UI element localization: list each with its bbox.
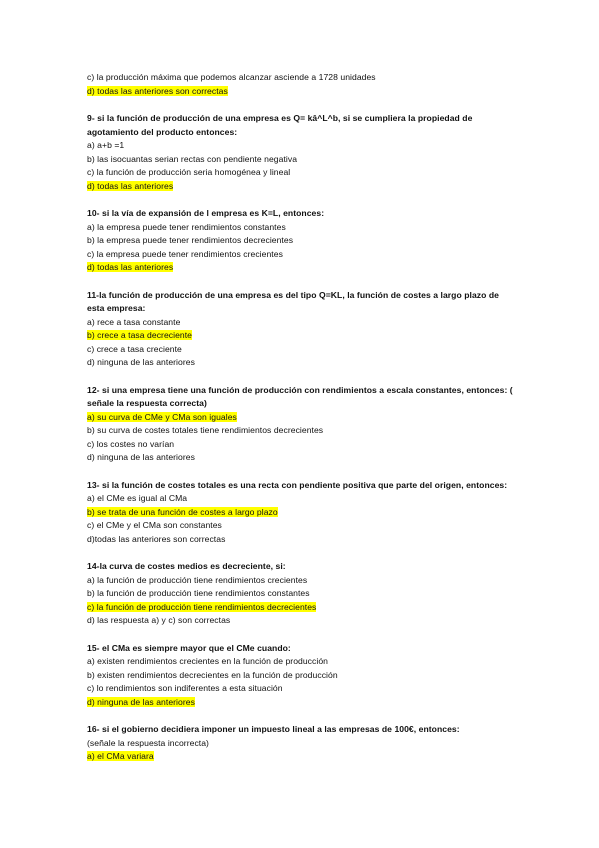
- answer-option: [87, 533, 517, 547]
- highlighted-answer-text: d) todas las anteriores son correctas: [87, 85, 228, 96]
- answer-text: c) la función de producción seria homogénea y lineal: [87, 167, 291, 177]
- answer-option: [87, 574, 517, 588]
- question-text: 16- si el gobierno decidiera imponer un impuesto lineal a las empresas de 100€, entonces:: [87, 724, 460, 734]
- answer-option: [87, 411, 517, 425]
- answer-text: a) rece a tasa constante: [87, 316, 181, 327]
- answer-option: [87, 166, 517, 180]
- highlighted-answer-text: d) todas las anteriores: [87, 262, 174, 272]
- question-block: [87, 479, 517, 547]
- answer-text: d) ninguna de las anteriores: [87, 357, 195, 367]
- answer-option: [87, 601, 517, 615]
- answer-text: a) existen rendimientos crecientes en la función de producción: [87, 656, 328, 666]
- question-text: 12- si una empresa tiene una función de producción con rendimientos a escala constantes, entonces: ( señale la respuesta correcta): [87, 384, 513, 408]
- highlighted-answer-text: d) ninguna de las anteriores: [87, 696, 195, 707]
- answer-option: [87, 587, 517, 601]
- answer-option: [87, 506, 517, 520]
- answer-option: [87, 153, 517, 167]
- answer-option: [87, 438, 517, 452]
- answer-text: c) lo rendimientos son indiferentes a esta situación: [87, 683, 283, 693]
- answer-text: b) la empresa puede tener rendimientos decrecientes: [87, 235, 294, 245]
- question-block: [87, 289, 517, 370]
- question-list: [87, 71, 517, 764]
- question-subtitle: (señale la respuesta incorrecta): [87, 737, 209, 748]
- answer-text: b) las isocuantas serian rectas con pendiente negativa: [87, 153, 298, 164]
- answer-option: [87, 316, 517, 330]
- answer-option: [87, 343, 517, 357]
- answer-option: [87, 696, 517, 710]
- question-text: 13- si la función de costes totales es una recta con pendiente positiva que parte del origen, entonces:: [87, 479, 508, 490]
- answer-option: [87, 451, 517, 465]
- question-block: [87, 71, 517, 98]
- answer-option: [87, 669, 517, 683]
- question-text: 11-la función de producción de una empresa es del tipo Q=KL, la función de costes a largo plazo de esta empresa:: [87, 289, 499, 313]
- answer-text: a) la empresa puede tener rendimientos constantes: [87, 221, 286, 232]
- highlighted-answer-text: b) se trata de una función de costes a largo plazo: [87, 506, 278, 517]
- answer-text: d) las respuesta a) y c) son correctas: [87, 615, 231, 625]
- answer-option: [87, 248, 517, 262]
- answer-option: [87, 329, 517, 343]
- answer-text: a) el CMe es igual al CMa: [87, 493, 188, 503]
- answer-option: [87, 655, 517, 669]
- answer-option: [87, 85, 517, 99]
- question-text: 14-la curva de costes medios es decreciente, si:: [87, 561, 286, 571]
- question-block: [87, 112, 517, 193]
- answer-text: c) el CMe y el CMa son constantes: [87, 520, 222, 530]
- highlighted-answer-text: a) el CMa variara: [87, 751, 154, 761]
- answer-option: [87, 750, 517, 764]
- answer-option: [87, 614, 517, 628]
- question-block: [87, 207, 517, 275]
- question-block: [87, 723, 517, 764]
- answer-option: [87, 492, 517, 506]
- answer-text: a) a+b =1: [87, 140, 125, 150]
- answer-text: c) la empresa puede tener rendimientos crecientes: [87, 248, 283, 259]
- answer-option: [87, 234, 517, 248]
- question-text: 15- el CMa es siempre mayor que el CMe cuando:: [87, 642, 291, 653]
- answer-text: c) los costes no varían: [87, 438, 175, 449]
- answer-option: [87, 71, 517, 85]
- answer-option: [87, 139, 517, 153]
- question-block: [87, 642, 517, 710]
- question-text: 10- si la vía de expansión de l empresa es K=L, entonces:: [87, 208, 325, 218]
- answer-option: [87, 221, 517, 235]
- highlighted-answer-text: b) crece a tasa decreciente: [87, 330, 193, 340]
- question-block: [87, 384, 517, 465]
- highlighted-answer-text: c) la función de producción tiene rendimientos decrecientes: [87, 601, 317, 612]
- answer-option: [87, 519, 517, 533]
- answer-text: b) existen rendimientos decrecientes en la función de producción: [87, 669, 338, 680]
- answer-option: [87, 261, 517, 275]
- answer-option: [87, 180, 517, 194]
- highlighted-answer-text: a) su curva de CMe y CMa son iguales: [87, 411, 237, 422]
- answer-option: [87, 682, 517, 696]
- question-block: [87, 560, 517, 628]
- answer-text: d)todas las anteriores son correctas: [87, 533, 226, 544]
- answer-text: c) crece a tasa creciente: [87, 343, 182, 354]
- answer-text: c) la producción máxima que podemos alcanzar asciende a 1728 unidades: [87, 72, 376, 82]
- answer-text: b) la función de producción tiene rendimientos constantes: [87, 588, 310, 598]
- answer-text: a) la función de producción tiene rendimientos crecientes: [87, 574, 308, 585]
- highlighted-answer-text: d) todas las anteriores: [87, 180, 174, 191]
- answer-option: [87, 356, 517, 370]
- answer-text: d) ninguna de las anteriores: [87, 452, 195, 462]
- answer-text: b) su curva de costes totales tiene rendimientos decrecientes: [87, 425, 324, 435]
- question-text: 9- si la función de producción de una empresa es Q= kâ^L^b, si se cumpliera la propiedad de agotamiento del producto entonces:: [87, 113, 473, 137]
- answer-option: [87, 424, 517, 438]
